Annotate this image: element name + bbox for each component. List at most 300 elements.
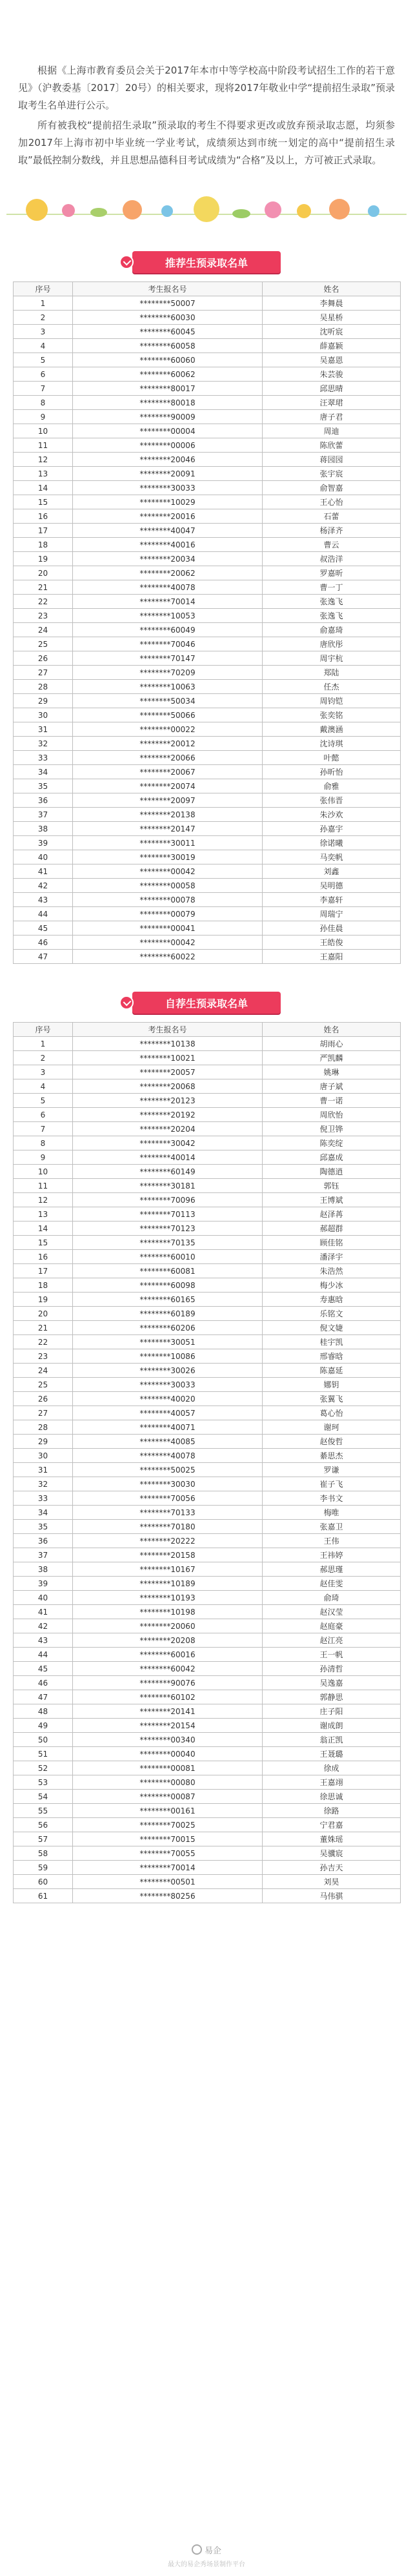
cell-index: 20 [14,566,73,580]
section-title-ribbon [132,992,281,1014]
cell-exam-id: ********60049 [73,623,263,637]
cell-index: 16 [14,1250,73,1264]
cell-exam-id: ********80018 [73,396,263,410]
cell-exam-id: ********30011 [73,836,263,850]
cell-name: 孙清哲 [263,1662,401,1676]
cell-index: 37 [14,1548,73,1562]
table-row [14,1633,401,1648]
cell-exam-id: ********00022 [73,722,263,737]
cell-name: 马伟骐 [263,1889,401,1903]
cell-exam-id: ********60022 [73,950,263,964]
cell-exam-id: ********30019 [73,850,263,864]
cell-index: 45 [14,921,73,935]
cell-index: 3 [14,1065,73,1079]
cell-name: 崔子飞 [263,1477,401,1491]
cell-name: 邱思晴 [263,382,401,396]
cell-name: 倪文婕 [263,1321,401,1335]
cell-index: 13 [14,467,73,481]
cell-index: 11 [14,438,73,453]
header-exam-id: 考生报名号 [73,282,263,296]
cell-name: 谢成朗 [263,1719,401,1733]
cell-name: 周迪 [263,424,401,438]
cell-index: 16 [14,509,73,524]
table-row [14,637,401,651]
cell-index: 2 [14,311,73,325]
cell-exam-id: ********40057 [73,1406,263,1420]
cell-exam-id: ********40078 [73,1449,263,1463]
cell-name: 罗谦 [263,1463,401,1477]
table-row [14,907,401,921]
cell-name: 张嘉卫 [263,1520,401,1534]
table-row [14,495,401,509]
cell-index: 50 [14,1733,73,1747]
cell-exam-id: ********00340 [73,1733,263,1747]
table-row [14,737,401,751]
cell-index: 28 [14,680,73,694]
table-row [14,935,401,950]
cell-name: 綦思杰 [263,1449,401,1463]
table-row [14,353,401,367]
cell-name: 孙佳晨 [263,921,401,935]
cell-exam-id: ********20154 [73,1719,263,1733]
cell-index: 7 [14,1122,73,1136]
cell-index: 39 [14,1577,73,1591]
cell-index: 29 [14,1435,73,1449]
cell-name: 倪卫铧 [263,1122,401,1136]
cell-name: 王嘉阳 [263,950,401,964]
table-row [14,708,401,722]
cell-index: 6 [14,1108,73,1122]
cell-exam-id: ********60045 [73,325,263,339]
cell-index: 8 [14,1136,73,1150]
flower-decoration [0,185,413,243]
table-row [14,1534,401,1548]
cell-exam-id: ********30042 [73,1136,263,1150]
cell-name: 张逸飞 [263,609,401,623]
cell-name: 徐思诚 [263,1790,401,1804]
footer-caption: 最大的易企秀场景制作平台 [168,2561,245,2568]
cell-name: 徐成 [263,1761,401,1775]
cell-name: 沈听宸 [263,325,401,339]
table-row [14,538,401,552]
cell-index: 22 [14,595,73,609]
table-row [14,1605,401,1619]
cell-name: 顾佳铭 [263,1236,401,1250]
cell-exam-id: ********60042 [73,1662,263,1676]
cell-index: 14 [14,481,73,495]
header-name: 姓名 [263,282,401,296]
table-row [14,1761,401,1775]
table-row [14,410,401,424]
header-exam-id: 考生报名号 [73,1023,263,1037]
cell-exam-id: ********20067 [73,765,263,779]
cell-index: 27 [14,1406,73,1420]
cell-index: 44 [14,907,73,921]
cell-name: 陈奕绽 [263,1136,401,1150]
table-row [14,1690,401,1704]
cell-name: 郝思瑾 [263,1562,401,1577]
cell-name: 周宇杭 [263,651,401,666]
table-row [14,666,401,680]
cell-name: 沈诗琪 [263,737,401,751]
table-header-row [14,1023,401,1037]
table-row [14,424,401,438]
cell-index: 23 [14,1349,73,1364]
cell-exam-id: ********60189 [73,1307,263,1321]
cell-exam-id: ********20074 [73,779,263,793]
table-row [14,595,401,609]
cell-exam-id: ********70113 [73,1207,263,1222]
cell-index: 58 [14,1846,73,1861]
cell-exam-id: ********80017 [73,382,263,396]
cell-index: 12 [14,1193,73,1207]
table-row [14,1094,401,1108]
flower-icon [265,201,281,218]
table-row [14,1122,401,1136]
cell-name: 寿惠晗 [263,1293,401,1307]
table-row [14,1165,401,1179]
cell-name: 宁君嘉 [263,1818,401,1832]
leaf-icon [232,209,250,218]
cell-index: 18 [14,1278,73,1293]
cell-name: 王伟 [263,1534,401,1548]
cell-exam-id: ********60058 [73,339,263,353]
table-row [14,1037,401,1051]
cell-index: 46 [14,935,73,950]
cell-index: 38 [14,1562,73,1577]
check-badge-icon [119,255,134,269]
cell-exam-id: ********70046 [73,637,263,651]
cell-name: 赵江亮 [263,1633,401,1648]
table-row [14,1335,401,1349]
table-row [14,822,401,836]
header-index: 序号 [14,282,73,296]
cell-exam-id: ********70025 [73,1818,263,1832]
cell-exam-id: ********00040 [73,1747,263,1761]
cell-exam-id: ********10053 [73,609,263,623]
table-row [14,1150,401,1165]
cell-exam-id: ********10029 [73,495,263,509]
cell-index: 51 [14,1747,73,1761]
cell-index: 60 [14,1875,73,1889]
cell-index: 13 [14,1207,73,1222]
cell-name: 梅唯 [263,1506,401,1520]
table-row [14,1804,401,1818]
cell-exam-id: ********00081 [73,1761,263,1775]
cell-name: 邱嘉成 [263,1150,401,1165]
flower-icon [161,205,173,217]
table-row [14,1577,401,1591]
table-row [14,1846,401,1861]
table-row [14,311,401,325]
cell-name: 李舞晨 [263,296,401,311]
cell-index: 30 [14,1449,73,1463]
cell-exam-id: ********50066 [73,708,263,722]
table-row [14,1775,401,1790]
cell-index: 37 [14,808,73,822]
table-row [14,1136,401,1150]
cell-name: 徐诺曦 [263,836,401,850]
cell-name: 张奕铭 [263,708,401,722]
table-row [14,1449,401,1463]
cell-exam-id: ********20057 [73,1065,263,1079]
table-row [14,453,401,467]
cell-exam-id: ********70133 [73,1506,263,1520]
cell-name: 唐子斌 [263,1079,401,1094]
cell-name: 王博斌 [263,1193,401,1207]
table-row [14,779,401,793]
section-header-self-recommended [0,983,413,1022]
table-row [14,1065,401,1079]
table-row [14,1307,401,1321]
cell-exam-id: ********10193 [73,1591,263,1605]
table-row [14,1321,401,1335]
cell-name: 叶懿 [263,751,401,765]
cell-index: 49 [14,1719,73,1733]
cell-exam-id: ********30051 [73,1335,263,1349]
cell-exam-id: ********60098 [73,1278,263,1293]
cell-exam-id: ********60062 [73,367,263,382]
cell-index: 23 [14,609,73,623]
cell-index: 54 [14,1790,73,1804]
cell-name: 李嘉轩 [263,893,401,907]
cell-exam-id: ********00078 [73,893,263,907]
cell-index: 46 [14,1676,73,1690]
table-row [14,1435,401,1449]
cell-name: 朱浩然 [263,1264,401,1278]
table-row [14,1676,401,1690]
cell-index: 2 [14,1051,73,1065]
cell-exam-id: ********10189 [73,1577,263,1591]
table-row [14,1392,401,1406]
cell-name: 邢睿晗 [263,1349,401,1364]
cell-name: 唐子君 [263,410,401,424]
table-row [14,467,401,481]
cell-index: 39 [14,836,73,850]
cell-name: 王心怡 [263,495,401,509]
table-row [14,382,401,396]
cell-name: 杨泽齐 [263,524,401,538]
cell-name: 赵泽苒 [263,1207,401,1222]
flower-icon [123,200,142,220]
table-row [14,1236,401,1250]
cell-exam-id: ********20091 [73,467,263,481]
flower-icon [368,205,379,217]
cell-name: 赵佳雯 [263,1577,401,1591]
cell-index: 17 [14,524,73,538]
table-row [14,1108,401,1122]
cell-index: 35 [14,779,73,793]
cell-exam-id: ********30033 [73,481,263,495]
section-title-ribbon [132,251,281,273]
cell-name: 曹一丁 [263,580,401,595]
table-row [14,580,401,595]
table-row [14,1861,401,1875]
cell-name: 庄子阳 [263,1704,401,1719]
cell-name: 胡雨心 [263,1037,401,1051]
cell-exam-id: ********00004 [73,424,263,438]
cell-index: 9 [14,1150,73,1165]
cell-exam-id: ********00501 [73,1875,263,1889]
table-row [14,1733,401,1747]
cell-index: 12 [14,453,73,467]
table-row [14,836,401,850]
cell-exam-id: ********00041 [73,921,263,935]
cell-exam-id: ********10063 [73,680,263,694]
cell-index: 32 [14,1477,73,1491]
recommended-students-table [13,281,401,964]
table-row [14,1193,401,1207]
flower-icon [329,199,350,220]
cell-index: 38 [14,822,73,836]
cell-name: 王嘉翊 [263,1775,401,1790]
table-row [14,1704,401,1719]
cell-exam-id: ********60081 [73,1264,263,1278]
table-row [14,1207,401,1222]
cell-exam-id: ********20123 [73,1094,263,1108]
self-recommended-students-table [13,1022,401,1903]
cell-exam-id: ********00006 [73,438,263,453]
cell-exam-id: ********00161 [73,1804,263,1818]
cell-index: 8 [14,396,73,410]
table-row [14,1293,401,1307]
cell-exam-id: ********40020 [73,1392,263,1406]
cell-name: 郑陆 [263,666,401,680]
cell-index: 36 [14,793,73,808]
cell-exam-id: ********70096 [73,1193,263,1207]
cell-index: 15 [14,495,73,509]
cell-name: 严凯麟 [263,1051,401,1065]
cell-exam-id: ********20147 [73,822,263,836]
cell-exam-id: ********90009 [73,410,263,424]
table-row [14,1619,401,1633]
cell-index: 53 [14,1775,73,1790]
cell-exam-id: ********00042 [73,864,263,879]
table-row [14,1719,401,1733]
table-row [14,793,401,808]
intro-paragraph-2: 所有被我校“提前招生录取”预录取的考生不得要求更改或放弃预录取志愿，均须参加2017年上海市初中毕业统一学业考试，成绩须达到市统一划定的高中“提前招生录取”最低控制分数线，并且思想品德科目考试成绩为“合格”及以上，方可被正式录取。 [18,119,395,166]
cell-index: 26 [14,651,73,666]
cell-name: 石蕾 [263,509,401,524]
cell-index: 47 [14,1690,73,1704]
table-row [14,651,401,666]
cell-exam-id: ********70015 [73,1832,263,1846]
cell-exam-id: ********70180 [73,1520,263,1534]
table-row [14,609,401,623]
cell-name: 葛心怡 [263,1406,401,1420]
cell-name: 赵庭豪 [263,1619,401,1633]
cell-name: 王皓俊 [263,935,401,950]
cell-exam-id: ********10198 [73,1605,263,1619]
table-row [14,1818,401,1832]
cell-index: 42 [14,1619,73,1633]
logo-icon [192,2544,202,2555]
cell-index: 24 [14,1364,73,1378]
table-row [14,1548,401,1562]
cell-name: 朱沙欢 [263,808,401,822]
table-row [14,722,401,737]
cell-name: 孙嘉宇 [263,822,401,836]
cell-name: 孙吉天 [263,1861,401,1875]
cell-index: 27 [14,666,73,680]
cell-name: 徐路 [263,1804,401,1818]
cell-exam-id: ********70056 [73,1491,263,1506]
cell-exam-id: ********20097 [73,793,263,808]
cell-index: 32 [14,737,73,751]
table-row [14,623,401,637]
cell-name: 姚琳 [263,1065,401,1079]
cell-name: 赵汉莹 [263,1605,401,1619]
cell-index: 17 [14,1264,73,1278]
intro-text [0,0,413,169]
cell-exam-id: ********70014 [73,1861,263,1875]
cell-index: 33 [14,1491,73,1506]
cell-index: 26 [14,1392,73,1406]
table-row [14,1747,401,1761]
cell-name: 吴骥宸 [263,1846,401,1861]
cell-exam-id: ********60206 [73,1321,263,1335]
table-row [14,367,401,382]
cell-name: 张宇宸 [263,467,401,481]
intro-paragraph-1: 根据《上海市教育委员会关于2017年本市中等学校高中阶段考试招生工作的若干意见》（沪教委基〔2017〕20号）的相关要求，现将2017年敬业中学“提前招生录取”预录取考生名单进行公示。 [18,65,395,111]
cell-exam-id: ********20204 [73,1122,263,1136]
cell-index: 4 [14,339,73,353]
cell-index: 6 [14,367,73,382]
cell-exam-id: ********10086 [73,1349,263,1364]
cell-name: 吴星桥 [263,311,401,325]
cell-index: 5 [14,1094,73,1108]
cell-name: 汪翠珺 [263,396,401,410]
cell-index: 21 [14,1321,73,1335]
cell-exam-id: ********20192 [73,1108,263,1122]
cell-name: 周欣怡 [263,1108,401,1122]
cell-name: 朱芸骏 [263,367,401,382]
cell-name: 吴嘉恩 [263,353,401,367]
cell-exam-id: ********40085 [73,1435,263,1449]
flower-icon [26,199,48,221]
cell-exam-id: ********10167 [73,1562,263,1577]
cell-exam-id: ********30033 [73,1378,263,1392]
cell-index: 56 [14,1818,73,1832]
cell-exam-id: ********70209 [73,666,263,680]
table-row [14,808,401,822]
cell-exam-id: ********20012 [73,737,263,751]
cell-name: 戴澳涵 [263,722,401,737]
table-row [14,1406,401,1420]
cell-index: 9 [14,410,73,424]
table-row [14,1278,401,1293]
table-row [14,751,401,765]
cell-index: 1 [14,296,73,311]
table-row [14,1463,401,1477]
cell-name: 郭静思 [263,1690,401,1704]
table-row [14,552,401,566]
check-badge-icon [119,996,134,1010]
table-row [14,1832,401,1846]
cell-name: 娜钥 [263,1378,401,1392]
cell-index: 19 [14,1293,73,1307]
header-name: 姓名 [263,1023,401,1037]
cell-exam-id: ********80256 [73,1889,263,1903]
cell-name: 李书文 [263,1491,401,1506]
cell-name: 郝超群 [263,1222,401,1236]
cell-name: 赵俊哲 [263,1435,401,1449]
cell-name: 张伟晋 [263,793,401,808]
cell-name: 陈欣蕾 [263,438,401,453]
cell-name: 俞琦 [263,1591,401,1605]
cell-exam-id: ********40071 [73,1420,263,1435]
cell-exam-id: ********00087 [73,1790,263,1804]
